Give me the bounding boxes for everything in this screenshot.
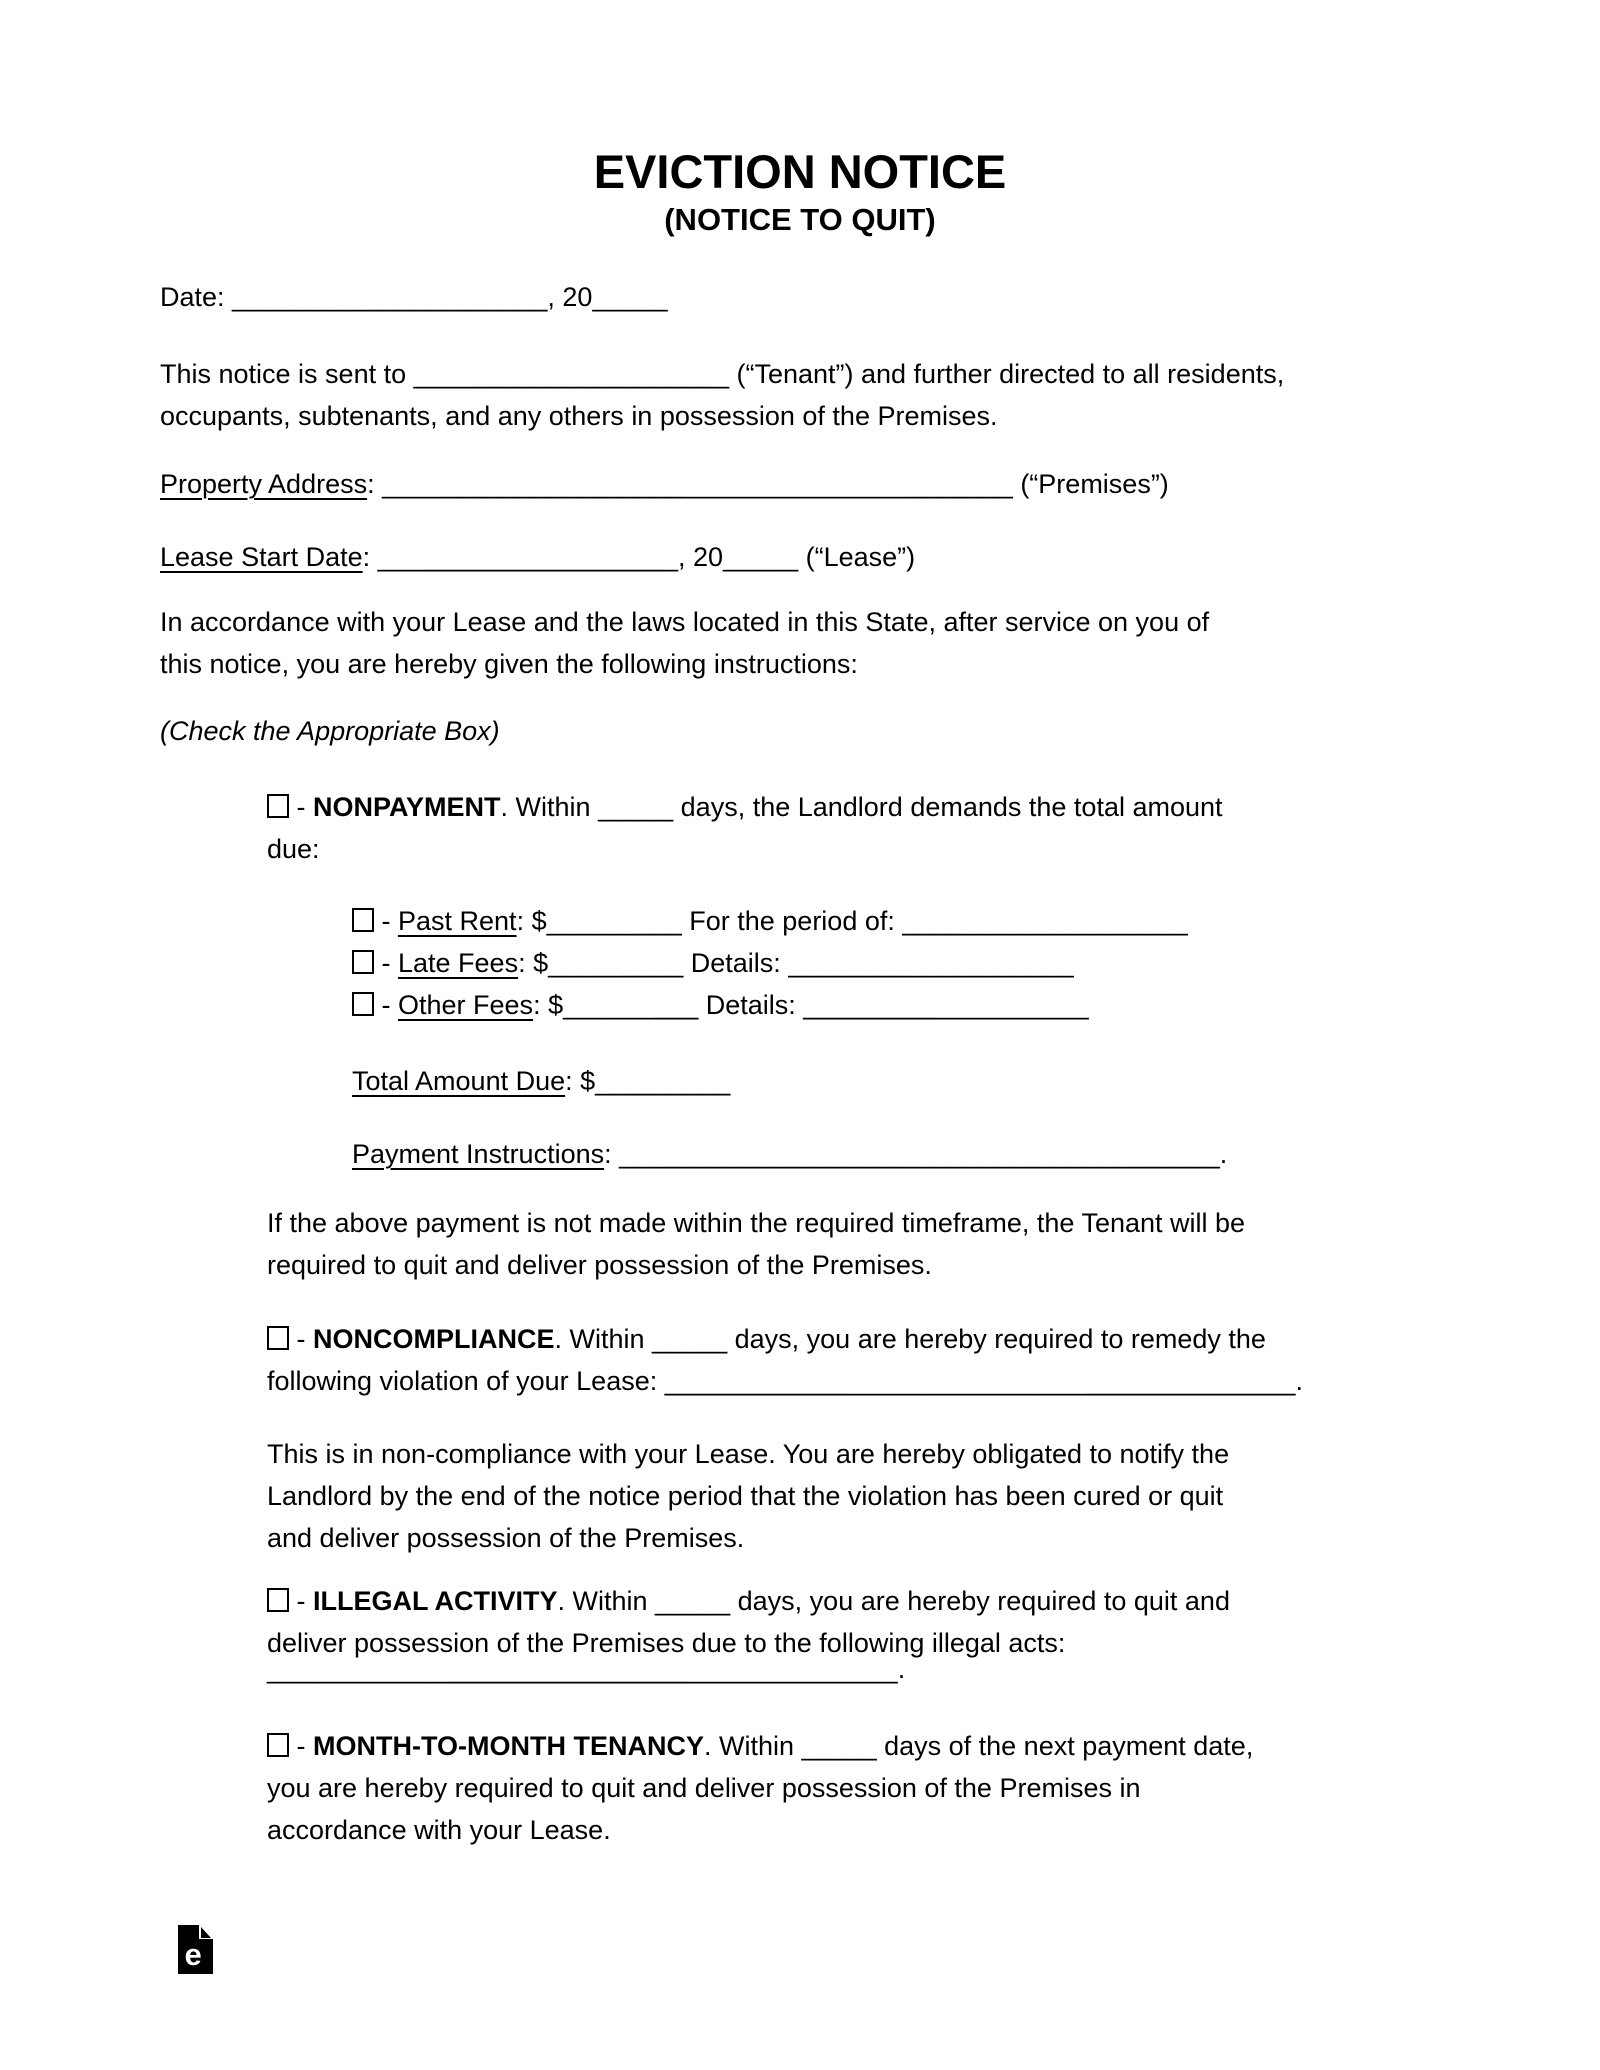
noncompliance-line2-pre: following violation of your Lease: — [267, 1366, 665, 1396]
page-title: EVICTION NOTICE — [593, 145, 1007, 198]
noncompliance-note-line3: and deliver possession of the Premises. — [267, 1523, 745, 1553]
payment-instructions-label: Payment Instructions — [352, 1139, 605, 1169]
fees-list — [352, 900, 1188, 1026]
nonpayment-title: NONPAYMENT — [313, 792, 501, 822]
illegal-after: . Within — [557, 1586, 656, 1616]
nonpayment-sep: - — [289, 792, 313, 822]
property-post: (“Premises”) — [1012, 469, 1169, 499]
intro-line2: occupants, subtenants, and any others in possession of the Premises. — [160, 401, 998, 431]
illegal-line2: deliver possession of the Premises due to the following illegal acts: — [267, 1628, 1066, 1658]
late-fees-checkbox[interactable] — [352, 950, 374, 974]
nonpayment-checkbox[interactable] — [267, 794, 289, 818]
past-rent-period-label: For the period of: — [681, 906, 903, 936]
other-fees-sep: - — [374, 990, 398, 1020]
mtm-rest: days of the next payment date, — [876, 1731, 1254, 1761]
past-rent-amount-blank[interactable]: _________ — [546, 906, 682, 936]
past-rent-mid: : $ — [516, 906, 547, 936]
mtm-line3: accordance with your Lease. — [267, 1815, 611, 1845]
lease-date-blank[interactable]: ____________________ — [377, 542, 678, 572]
noncompliance-sep: - — [289, 1324, 313, 1354]
lease-start-label: Lease Start Date — [160, 542, 363, 572]
payment-instructions-line — [352, 1133, 1227, 1175]
mtm-sep: - — [289, 1731, 313, 1761]
noncompliance-note-line2: Landlord by the end of the notice period that the violation has been cured or quit — [267, 1481, 1224, 1511]
past-rent-period-blank[interactable]: ___________________ — [902, 906, 1188, 936]
mtm-after: . Within — [703, 1731, 802, 1761]
noncompliance-days-blank[interactable]: _____ — [652, 1324, 728, 1354]
late-fees-mid: : $ — [518, 948, 549, 978]
date-line — [160, 276, 668, 318]
other-fees-label: Other Fees — [398, 990, 534, 1020]
lease-post: (“Lease”) — [798, 542, 916, 572]
other-fees-checkbox[interactable] — [352, 992, 374, 1016]
property-address-blank[interactable]: __________________________________________ — [382, 469, 1013, 499]
property-colon: : — [367, 469, 383, 499]
late-fees-sep: - — [374, 948, 398, 978]
month-to-month-section — [267, 1725, 1253, 1851]
document-header — [0, 146, 1600, 242]
past-rent-checkbox[interactable] — [352, 908, 374, 932]
eforms-logo — [178, 1925, 213, 1974]
date-year-prefix: , 20 — [547, 282, 593, 312]
illegal-acts-blank[interactable]: __________________________________________ — [267, 1654, 898, 1684]
illegal-days-blank[interactable]: _____ — [655, 1586, 731, 1616]
other-fees-mid: : $ — [533, 990, 564, 1020]
page-subtitle: (NOTICE TO QUIT) — [664, 202, 936, 237]
month-to-month-title: MONTH-TO-MONTH TENANCY — [313, 1731, 704, 1761]
other-fees-amount-blank[interactable]: _________ — [563, 990, 699, 1020]
late-fees-details-blank[interactable]: ___________________ — [788, 948, 1074, 978]
document-page-icon — [178, 1925, 213, 1974]
property-address-label: Property Address — [160, 469, 368, 499]
other-fees-details-blank[interactable]: ___________________ — [803, 990, 1089, 1020]
noncompliance-section — [267, 1318, 1303, 1402]
payment-instructions-blank[interactable]: ________________________________________ — [619, 1139, 1220, 1169]
nonpayment-after: . Within — [500, 792, 599, 822]
intro-paragraph — [160, 353, 1284, 437]
intro-pre: This notice is sent to — [160, 359, 414, 389]
accordance-line1: In accordance with your Lease and the laws located in this State, after service on you of — [160, 607, 1210, 637]
lease-colon: : — [362, 542, 378, 572]
accordance-paragraph — [160, 601, 1209, 685]
date-blank[interactable]: _____________________ — [232, 282, 548, 312]
nonpayment-section — [267, 786, 1223, 870]
nonpayment-line2: due: — [267, 834, 320, 864]
illegal-activity-title: ILLEGAL ACTIVITY — [313, 1586, 558, 1616]
nonpayment-note-paragraph — [267, 1202, 1245, 1286]
late-fees-details-label: Details: — [683, 948, 789, 978]
noncompliance-checkbox[interactable] — [267, 1326, 289, 1350]
nonpayment-rest: days, the Landlord demands the total amount — [673, 792, 1223, 822]
late-fees-label: Late Fees — [398, 948, 519, 978]
intro-post: (“Tenant”) and further directed to all residents, — [728, 359, 1285, 389]
property-address-line — [160, 463, 1169, 505]
illegal-sep: - — [289, 1586, 313, 1616]
check-box-note: (Check the Appropriate Box) — [160, 716, 500, 746]
noncompliance-title: NONCOMPLIANCE — [313, 1324, 555, 1354]
mtm-days-blank[interactable]: _____ — [801, 1731, 877, 1761]
noncompliance-note-line1: This is in non-compliance with your Lease. You are hereby obligated to notify the — [267, 1439, 1230, 1469]
noncompliance-after: . Within — [554, 1324, 653, 1354]
nonpayment-note-line2: required to quit and deliver possession of the Premises. — [267, 1250, 932, 1280]
eforms-logo-letter: e — [184, 1937, 202, 1972]
month-to-month-checkbox[interactable] — [267, 1733, 289, 1757]
total-due-mid: : $ — [565, 1066, 596, 1096]
late-fees-amount-blank[interactable]: _________ — [548, 948, 684, 978]
date-label: Date: — [160, 282, 233, 312]
total-amount-due-line — [352, 1060, 730, 1102]
illegal-rest: days, you are hereby required to quit and — [730, 1586, 1230, 1616]
accordance-line2: this notice, you are hereby given the following instructions: — [160, 649, 858, 679]
mtm-line2: you are hereby required to quit and deliver possession of the Premises in — [267, 1773, 1141, 1803]
illegal-acts-blank-line — [267, 1648, 905, 1690]
payment-instructions-period: . — [1219, 1139, 1228, 1169]
lease-year-blank[interactable]: _____ — [723, 542, 799, 572]
past-rent-sep: - — [374, 906, 398, 936]
past-rent-label: Past Rent — [398, 906, 517, 936]
nonpayment-days-blank[interactable]: _____ — [598, 792, 674, 822]
tenant-name-blank[interactable]: _____________________ — [413, 359, 729, 389]
noncompliance-note-paragraph — [267, 1433, 1229, 1559]
illegal-activity-checkbox[interactable] — [267, 1588, 289, 1612]
lease-start-line — [160, 536, 915, 578]
illegal-acts-period: . — [897, 1654, 906, 1684]
nonpayment-note-line1: If the above payment is not made within the required timeframe, the Tenant will be — [267, 1208, 1246, 1238]
total-due-label: Total Amount Due — [352, 1066, 566, 1096]
noncompliance-period: . — [1295, 1366, 1303, 1396]
other-fees-item — [352, 984, 1188, 1026]
noncompliance-rest: days, you are hereby required to remedy the — [727, 1324, 1266, 1354]
past-rent-item — [352, 900, 1188, 942]
late-fees-item — [352, 942, 1188, 984]
lease-year-prefix: , 20 — [677, 542, 724, 572]
payment-instructions-colon: : — [604, 1139, 620, 1169]
other-fees-details-label: Details: — [698, 990, 804, 1020]
date-year-blank[interactable]: _____ — [592, 282, 668, 312]
total-due-blank[interactable]: _________ — [595, 1066, 731, 1096]
noncompliance-violation-blank[interactable]: __________________________________________ — [664, 1366, 1296, 1396]
